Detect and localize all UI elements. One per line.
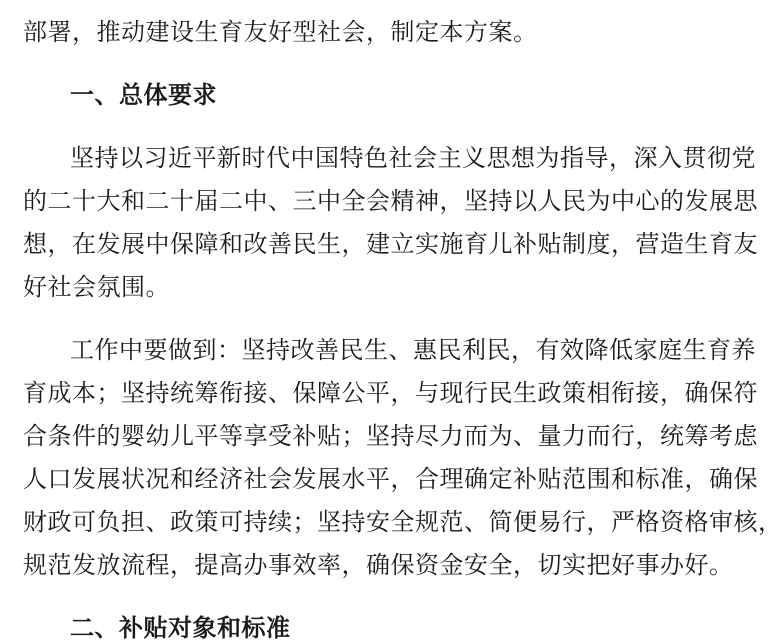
- intro-text-line: 部署，推动建设生育友好型社会，制定本方案。: [23, 18, 538, 46]
- paragraph-line: 人口发展状况和经济社会发展水平，合理确定补贴范围和标准，确保: [23, 465, 758, 493]
- paragraph-line: 想，在发展中保障和改善民生，建立实施育儿补贴制度，营造生育友: [23, 230, 758, 258]
- section-heading-subsidy-recipients: 二、补贴对象和标准: [70, 614, 291, 642]
- paragraph-line: 财政可负担、政策可持续；坚持安全规范、简便易行，严格资格审核，: [23, 508, 783, 536]
- paragraph-line: 的二十大和二十届二中、三中全会精神，坚持以人民为中心的发展思: [23, 187, 758, 215]
- paragraph-line: 规范发放流程，提高办事效率，确保资金安全，切实把好事办好。: [23, 551, 734, 579]
- paragraph-line: 好社会氛围。: [23, 273, 170, 301]
- paragraph-line: 工作中要做到：坚持改善民生、惠民利民，有效降低家庭生育养: [70, 336, 756, 364]
- section-heading-general-requirements: 一、总体要求: [70, 81, 217, 109]
- paragraph-line: 合条件的婴幼儿平等享受补贴；坚持尽力而为、量力而行，统筹考虑: [23, 422, 758, 450]
- paragraph-line: 育成本；坚持统筹衔接、保障公平，与现行民生政策相衔接，确保符: [23, 379, 758, 407]
- paragraph-line: 坚持以习近平新时代中国特色社会主义思想为指导，深入贯彻党: [70, 144, 756, 172]
